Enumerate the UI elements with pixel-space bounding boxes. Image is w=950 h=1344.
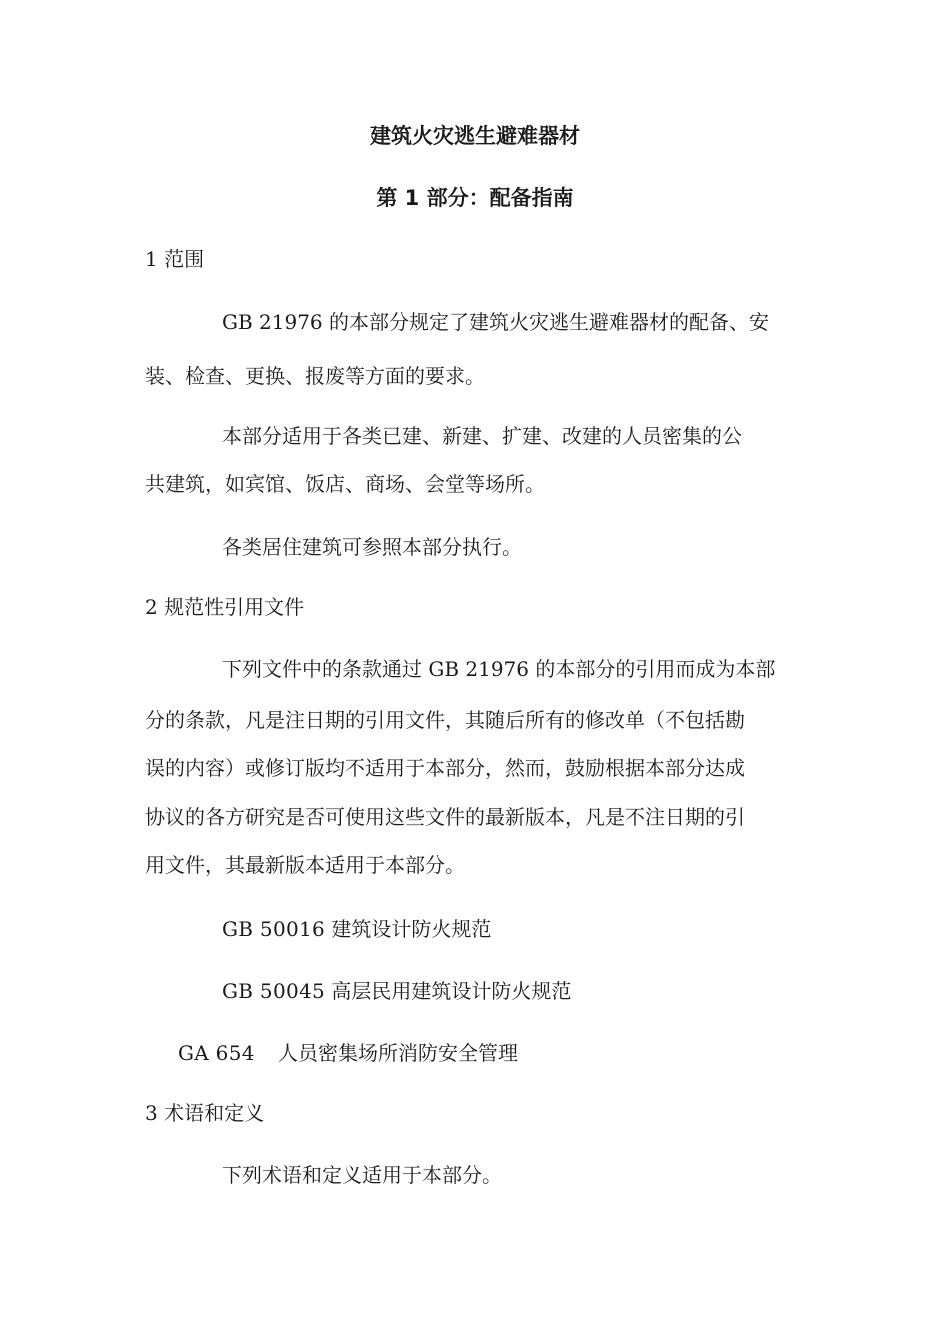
- paragraph-line: 本部分适用于各类已建、新建、扩建、改建的人员密集的公: [222, 424, 742, 448]
- paragraph-line: 误的内容）或修订版均不适用于本部分，然而，鼓励根据本部分达成: [145, 756, 745, 780]
- paragraph-line: 下列术语和定义适用于本部分。: [222, 1163, 502, 1187]
- reference-code: GA 654: [178, 1041, 255, 1065]
- reference-item: [178, 1039, 518, 1067]
- reference-code: GB 50016: [222, 917, 326, 941]
- section-heading-terms-definitions: 3 术语和定义: [145, 1101, 265, 1125]
- section-heading-scope: 1 范围: [145, 247, 205, 271]
- paragraph-line: 装、检查、更换、报废等方面的要求。: [145, 364, 485, 388]
- reference-name: 人员密集场所消防安全管理: [278, 1041, 518, 1065]
- paragraph-line: 分的条款，凡是注日期的引用文件，其随后所有的修改单（不包括勘: [145, 708, 745, 732]
- paragraph-line: 各类居住建筑可参照本部分执行。: [222, 535, 522, 559]
- reference-name: 建筑设计防火规范: [331, 917, 492, 941]
- paragraph-line: 共建筑，如宾馆、饭店、商场、会堂等场所。: [145, 472, 545, 496]
- paragraph-line: 用文件，其最新版本适用于本部分。: [145, 853, 465, 877]
- document-title: 建筑火灾逃生避难器材: [370, 124, 580, 148]
- reference-item: [222, 977, 571, 1005]
- section-heading-normative-references: 2 规范性引用文件: [145, 595, 305, 619]
- paragraph-line: 协议的各方研究是否可使用这些文件的最新版本，凡是不注日期的引: [145, 805, 745, 829]
- reference-name: 高层民用建筑设计防火规范: [331, 979, 572, 1003]
- paragraph-line: 下列文件中的条款通过 GB 21976 的本部分的引用而成为本部: [222, 657, 776, 681]
- document-subtitle: 第 1 部分：配备指南: [376, 186, 574, 210]
- reference-code: GB 50045: [222, 979, 326, 1003]
- reference-item: [222, 915, 491, 943]
- paragraph-line: GB 21976 的本部分规定了建筑火灾逃生避难器材的配备、安: [222, 310, 770, 334]
